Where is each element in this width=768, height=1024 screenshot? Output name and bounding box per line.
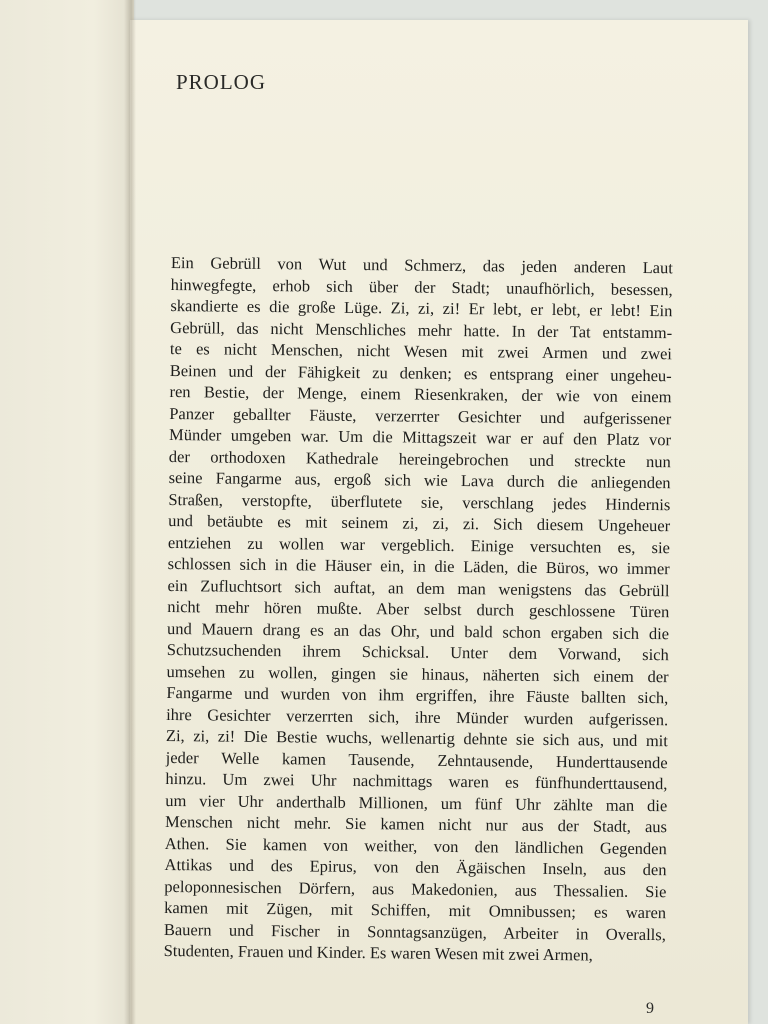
text-line: Straßen, verstopfte, überflutete sie, verschlang jedes Hindernis <box>168 489 671 514</box>
text-line: Studenten, Frauen und Kinder. Es waren Wesen mit zwei Armen, <box>163 940 593 965</box>
text-line: Ein Gebrüll von Wut und Schmerz, das jeden anderen Laut <box>170 252 673 278</box>
text-line: Menschen nicht mehr. Sie kamen nicht nur aus der Stadt, aus <box>164 811 668 837</box>
text-line: te es nicht Menschen, nicht Wesen mit zwei Armen und zwei <box>169 338 673 364</box>
text-line: seine Fangarme aus, ergoß sich wie Lava durch die anliegenden <box>168 467 671 493</box>
text-line: Panzer geballter Fäuste, verzerrter Gesichter und aufgerissener <box>169 403 672 428</box>
text-line: nicht mehr hören mußte. Aber selbst durch geschlossene Türen <box>167 596 670 622</box>
text-line: der orthodoxen Kathedrale hereingebrochen und streckte nun <box>168 446 671 471</box>
text-line: Zi, zi, zi! Die Bestie wuchs, wellenartig dehnte sie sich aus, und mit <box>165 725 669 751</box>
text-line: um vier Uhr anderthalb Millionen, um fünf Uhr zählte man die <box>165 790 668 815</box>
text-line: jeder Welle kamen Tausende, Zehntausende, Hunderttausende <box>165 747 668 772</box>
text-line: und betäubte es mit seinem zi, zi, zi. Sich diesem Ungeheuer <box>168 510 671 536</box>
text-line: hinwegfegte, erhob sich über der Stadt; unaufhörlich, besessen, <box>170 274 673 299</box>
text-line: ren Bestie, der Menge, einem Riesenkraken, der wie von einem <box>169 381 672 407</box>
chapter-title: PROLOG <box>176 70 267 94</box>
text-line: kamen mit Zügen, mit Schiffen, mit Omnibussen; es waren <box>164 897 667 923</box>
text-line: Athen. Sie kamen von weither, von den ländlichen Gegenden <box>164 833 667 858</box>
text-line: Bauern und Fischer in Sonntagsanzügen, Arbeiter in Overalls, <box>163 919 666 944</box>
facing-page-edge <box>0 0 134 1024</box>
page-number: 9 <box>646 1000 654 1017</box>
text-line: Gebrüll, das nicht Menschliches mehr hatte. In der Tat entstamm- <box>170 317 673 342</box>
book-spine <box>124 0 136 1024</box>
text-line: skandierte es die große Lüge. Zi, zi, zi! Er lebt, er lebt, er lebt! Ein <box>170 295 673 321</box>
text-line: ein Zufluchtsort sich auftat, an dem man wenigstens das Gebrüll <box>167 575 670 600</box>
body-text <box>164 252 673 967</box>
text-line: ihre Gesichter verzerrten sich, ihre Münder wurden aufgerissen. <box>166 704 669 729</box>
text-line: hinzu. Um zwei Uhr nachmittags waren es fünfhunderttausend, <box>165 768 668 794</box>
text-line: umsehen zu wollen, gingen sie hinaus, näherten sich einem der <box>166 661 669 686</box>
text-line: Fangarme und wurden von ihm ergriffen, ihre Fäuste ballten sich, <box>166 682 669 708</box>
text-line: peloponnesischen Dörfern, aus Makedonien, aus Thessalien. Sie <box>164 876 667 901</box>
text-line: Beinen und der Fähigkeit zu denken; es entsprang einer ungeheu- <box>169 360 672 385</box>
text-line: Münder umgeben war. Um die Mittagszeit war er auf den Platz vor <box>168 424 672 450</box>
text-line: schlossen sich in die Häuser ein, in die Läden, die Büros, wo immer <box>167 553 670 579</box>
text-line: und Mauern drang es an das Ohr, und bald schon ergaben sich die <box>166 618 670 643</box>
text-line: Schutzsuchenden ihrem Schicksal. Unter dem Vorwand, sich <box>166 639 669 665</box>
text-line: Attikas und des Epirus, von den Ägäischen Inseln, aus den <box>164 854 667 880</box>
text-line: entziehen zu wollen war vergeblich. Einige versuchten es, sie <box>167 532 671 557</box>
